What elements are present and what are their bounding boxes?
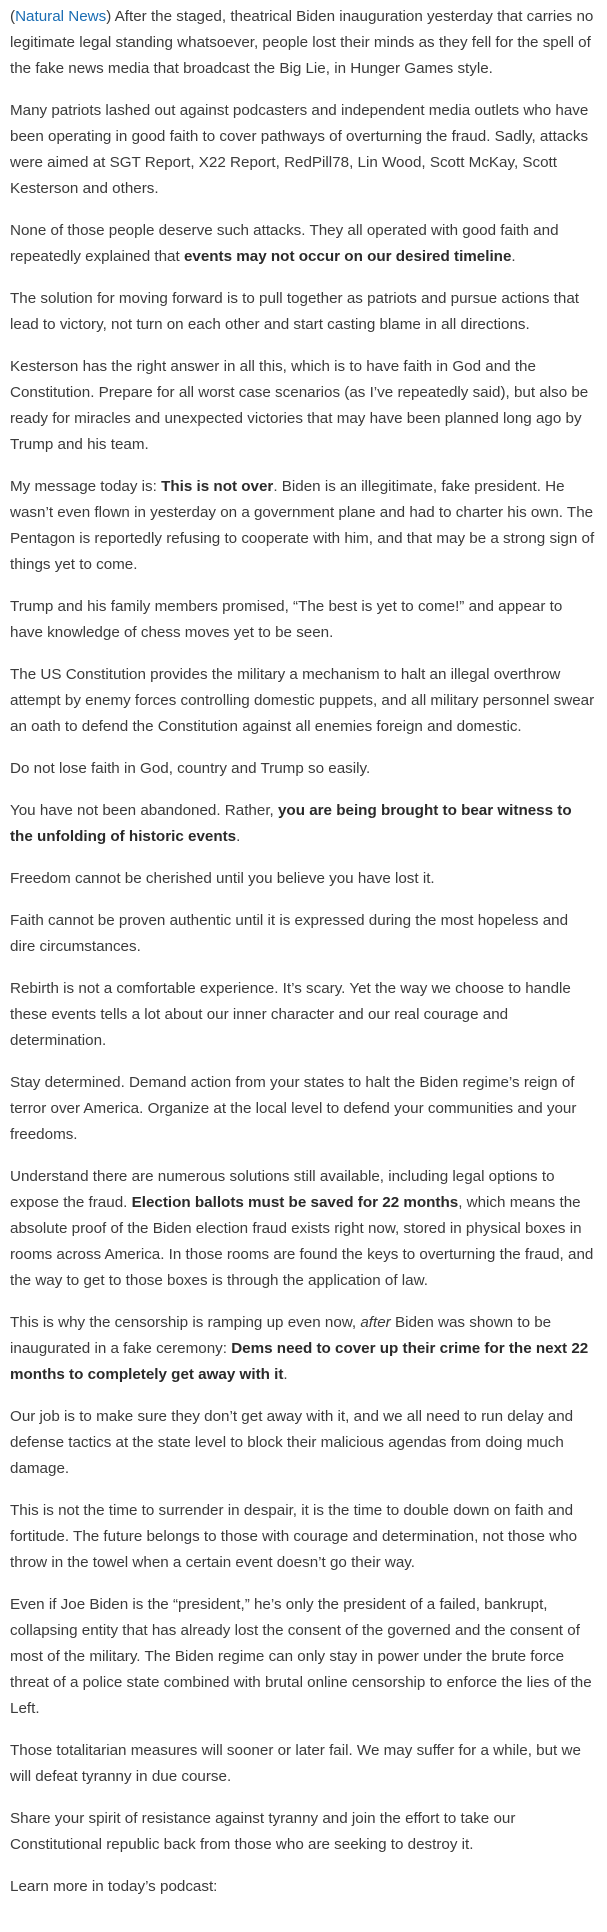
paren-open: ( [10, 8, 16, 25]
paragraph-12: Faith cannot be proven authentic until it is expressed during the most hopeless and dire circumstances. [10, 912, 569, 955]
paragraph-8: The US Constitution provides the military a mechanism to halt an illegal overthrow attempt by enemy forces controlling domestic puppets, and all military personnel swear an oath to defend the Constitution against all enemies foreign and domestic. [10, 666, 595, 735]
paragraph-1-text: ) After the staged, theatrical Biden inauguration yesterday that carries no legitimate legal standing whatsoever, people lost their minds as they fell for the spell of the fake news media that broadcast the Big Lie, in Hunger Games style. [10, 8, 594, 77]
paragraph-5: Kesterson has the right answer in all this, which is to have faith in God and the Constitution. Prepare for all worst case scenarios (as I’ve repeatedly said), but also be ready for miracles and unexpected victories that may have been planned long ago by Trump and his team. [10, 358, 589, 453]
paragraph-10 [10, 798, 597, 850]
paragraph-6 [10, 474, 597, 578]
paragraph-16-end: . [283, 1366, 288, 1383]
paragraph-6-end: . Biden is an illegitimate, fake president. He wasn’t even flown in yesterday on a government plane and had to charter his own. The Pentagon is reportedly refusing to cooperate with him, and that may be a strong sign of things yet to come. [10, 478, 595, 573]
paragraph-16-italic: after [360, 1314, 391, 1331]
paragraph-21: Share your spirit of resistance against tyranny and join the effort to take our Constitutional republic back from those who are seeking to destroy it. [10, 1810, 516, 1853]
paragraph-1 [10, 4, 597, 82]
paragraph-19: Even if Joe Biden is the “president,” he’s only the president of a failed, bankrupt, collapsing entity that has already lost the consent of the governed and the consent of most of the military. The Biden regime can only stay in power under the brute force threat of a police state combined with brutal online censorship to enforce the lies of the Left. [10, 1596, 592, 1717]
paragraph-17: Our job is to make sure they don’t get away with it, and we all need to run delay and defense tactics at the state level to block their malicious agendas from doing much damage. [10, 1408, 574, 1477]
paragraph-15 [10, 1164, 597, 1294]
paragraph-22: Learn more in today’s podcast: [10, 1878, 218, 1895]
paragraph-16-mid: Biden was shown to be inaugurated in a fake ceremony: [10, 1314, 552, 1357]
paragraph-16 [10, 1310, 597, 1388]
paragraph-6-bold: This is not over [161, 478, 274, 495]
paragraph-3 [10, 218, 597, 270]
paragraph-2: Many patriots lashed out against podcasters and independent media outlets who have been operating in good faith to cover pathways of overturning the fraud. Sadly, attacks were aimed at SGT Report, X22 Report, RedPill78, Lin Wood, Scott McKay, Scott Kesterson and others. [10, 102, 589, 197]
paragraph-7: Trump and his family members promised, “The best is yet to come!” and appear to have knowledge of chess moves yet to be seen. [10, 598, 563, 641]
paragraph-18: This is not the time to surrender in despair, it is the time to double down on faith and fortitude. The future belongs to those with courage and determination, not those who throw in the towel when a certain event doesn’t go their way. [10, 1502, 578, 1571]
paragraph-3-end: . [511, 248, 516, 265]
paragraph-10-bold: you are being brought to bear witness to the unfolding of historic events [10, 802, 572, 845]
paragraph-13: Rebirth is not a comfortable experience. It’s scary. Yet the way we choose to handle these events tells a lot about our inner character and our real courage and determination. [10, 980, 571, 1049]
paragraph-3-text: None of those people deserve such attacks. They all operated with good faith and repeatedly explained that [10, 222, 559, 265]
paragraph-4: The solution for moving forward is to pull together as patriots and pursue actions that lead to victory, not turn on each other and start casting blame in all directions. [10, 290, 579, 333]
paragraph-15-text: Understand there are numerous solutions still available, including legal options to expose the fraud. [10, 1168, 555, 1211]
paragraph-15-bold: Election ballots must be saved for 22 months [131, 1194, 459, 1211]
paragraph-16-bold: Dems need to cover up their crime for the next 22 months to completely get away with it [10, 1340, 589, 1383]
paragraph-11: Freedom cannot be cherished until you believe you have lost it. [10, 870, 435, 887]
paragraph-9: Do not lose faith in God, country and Trump so easily. [10, 760, 371, 777]
paragraph-14: Stay determined. Demand action from your states to halt the Biden regime’s reign of terror over America. Organize at the local level to defend your communities and your freedoms. [10, 1074, 577, 1143]
paragraph-10-text: You have not been abandoned. Rather, [10, 802, 278, 819]
paragraph-3-bold: events may not occur on our desired timeline [183, 248, 512, 265]
paragraph-16-text: This is why the censorship is ramping up even now, [10, 1314, 361, 1331]
paragraph-15-end: , which means the absolute proof of the Biden election fraud exists right now, stored in physical boxes in rooms across America. In those rooms are found the keys to overturning the fraud, and the way to get to those boxes is through the application of law. [10, 1194, 594, 1289]
paragraph-20: Those totalitarian measures will sooner or later fail. We may suffer for a while, but we will defeat tyranny in due course. [10, 1742, 581, 1785]
natural-news-link[interactable]: Natural News [15, 8, 107, 25]
paragraph-6-text: My message today is: [10, 478, 162, 495]
paragraph-10-end: . [236, 828, 241, 845]
